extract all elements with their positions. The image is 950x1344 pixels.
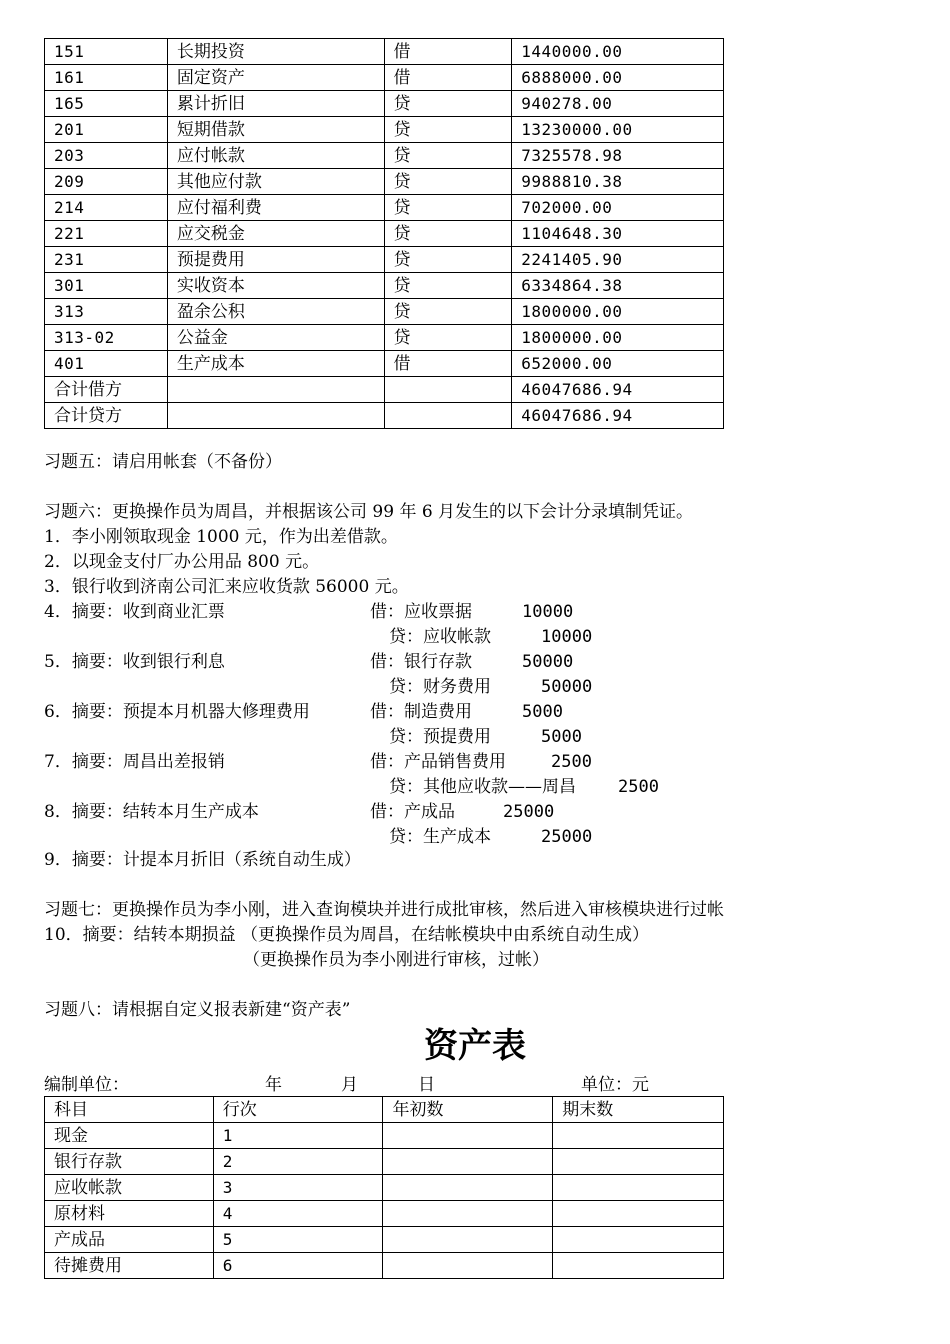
- account-name-cell: 其他应付款: [167, 169, 384, 195]
- header-cell: 年初数: [383, 1097, 553, 1123]
- closing-balance-cell: [553, 1149, 724, 1175]
- closing-balance-cell: [553, 1253, 724, 1279]
- entry-credit-account: 贷：预提费用: [389, 727, 491, 747]
- balance-cell: 1104648.30: [512, 221, 724, 247]
- opening-balance-cell: [383, 1227, 553, 1253]
- header-cell: 科目: [45, 1097, 214, 1123]
- exercise-7-item-10: 10．摘要：结转本期损益 （更换操作员为周昌，在结帐模块中由系统自动生成）: [44, 925, 650, 945]
- account-code-cell: 合计贷方: [45, 403, 168, 429]
- entry-debit-account: 借：应收票据: [370, 602, 472, 622]
- direction-cell: 贷: [384, 91, 512, 117]
- direction-cell: [384, 377, 512, 403]
- table-row: [45, 299, 724, 325]
- entry-debit-account: 借：产品销售费用: [370, 752, 506, 772]
- balance-cell: 46047686.94: [512, 377, 724, 403]
- account-name-cell: 生产成本: [167, 351, 384, 377]
- entry-debit-amount: 25000: [503, 802, 555, 822]
- account-name-cell: 累计折旧: [167, 91, 384, 117]
- opening-balance-cell: [383, 1123, 553, 1149]
- account-name-cell: 短期借款: [167, 117, 384, 143]
- exercise-6-heading: 习题六：更换操作员为周昌，并根据该公司 99 年 6 月发生的以下会计分录填制凭证。: [44, 502, 694, 522]
- account-code-cell: 301: [45, 273, 168, 299]
- balance-cell: 652000.00: [512, 351, 724, 377]
- header-cell: 期末数: [553, 1097, 724, 1123]
- opening-balance-cell: [383, 1175, 553, 1201]
- account-code-cell: 313-02: [45, 325, 168, 351]
- table-row: [45, 195, 724, 221]
- account-code-cell: 201: [45, 117, 168, 143]
- line-no-cell: 2: [213, 1149, 383, 1175]
- entry-debit-amount: 50000: [522, 652, 574, 672]
- closing-balance-cell: [553, 1175, 724, 1201]
- direction-cell: 贷: [384, 299, 512, 325]
- item-cell: 原材料: [45, 1201, 214, 1227]
- unit-label: 编制单位：: [44, 1075, 129, 1095]
- entry-debit-account: 借：制造费用: [370, 702, 472, 722]
- line-no-cell: 4: [213, 1201, 383, 1227]
- balance-cell: 46047686.94: [512, 403, 724, 429]
- entry-debit-account: 借：产成品: [370, 802, 455, 822]
- line-no-cell: 6: [213, 1253, 383, 1279]
- opening-balance-cell: [383, 1201, 553, 1227]
- table-row: [45, 1175, 724, 1201]
- year-label: 年: [265, 1075, 282, 1095]
- balance-cell: 940278.00: [512, 91, 724, 117]
- entry-summary: 6．摘要：预提本月机器大修理费用: [44, 702, 310, 722]
- balance-cell: 2241405.90: [512, 247, 724, 273]
- account-name-cell: 应付福利费: [167, 195, 384, 221]
- account-code-cell: 209: [45, 169, 168, 195]
- table-row: [45, 169, 724, 195]
- table-row: [45, 351, 724, 377]
- balance-cell: 9988810.38: [512, 169, 724, 195]
- table-row: [45, 117, 724, 143]
- account-name-cell: 应交税金: [167, 221, 384, 247]
- entry-credit-amount: 25000: [541, 827, 593, 847]
- table-row: [45, 325, 724, 351]
- item-cell: 现金: [45, 1123, 214, 1149]
- direction-cell: 贷: [384, 221, 512, 247]
- exercise-5: 习题五：请启用帐套（不备份）: [44, 452, 282, 472]
- account-code-cell: 401: [45, 351, 168, 377]
- balance-sheet-header-row: [45, 1097, 724, 1123]
- item-cell: 产成品: [45, 1227, 214, 1253]
- direction-cell: 借: [384, 351, 512, 377]
- entry-summary: 7．摘要：周昌出差报销: [44, 752, 225, 772]
- item-cell: 银行存款: [45, 1149, 214, 1175]
- opening-balance-cell: [383, 1253, 553, 1279]
- entry-credit-amount: 50000: [541, 677, 593, 697]
- table-row: [45, 247, 724, 273]
- account-name-cell: 长期投资: [167, 39, 384, 65]
- closing-balance-cell: [553, 1201, 724, 1227]
- item-cell: 待摊费用: [45, 1253, 214, 1279]
- direction-cell: 贷: [384, 195, 512, 221]
- entry-credit-amount: 2500: [618, 777, 659, 797]
- account-name-cell: 应付帐款: [167, 143, 384, 169]
- balance-cell: 1800000.00: [512, 325, 724, 351]
- direction-cell: 贷: [384, 325, 512, 351]
- exercise-6-item-3: 3．银行收到济南公司汇来应收货款 56000 元。: [44, 577, 409, 597]
- accounts-table: [44, 38, 724, 429]
- balance-cell: 13230000.00: [512, 117, 724, 143]
- account-name-cell: 预提费用: [167, 247, 384, 273]
- account-code-cell: 221: [45, 221, 168, 247]
- line-no-cell: 3: [213, 1175, 383, 1201]
- account-code-cell: 313: [45, 299, 168, 325]
- balance-cell: 6888000.00: [512, 65, 724, 91]
- direction-cell: 贷: [384, 143, 512, 169]
- balance-cell: 7325578.98: [512, 143, 724, 169]
- direction-cell: 贷: [384, 273, 512, 299]
- opening-balance-cell: [383, 1149, 553, 1175]
- table-row: [45, 1227, 724, 1253]
- exercise-7-heading: 习题七：更换操作员为李小刚，进入查询模块并进行成批审核，然后进入审核模块进行过帐: [44, 900, 724, 920]
- entry-debit-account: 借：银行存款: [370, 652, 472, 672]
- balance-sheet-table: [44, 1096, 724, 1279]
- entry-credit-account: 贷：生产成本: [389, 827, 491, 847]
- entry-debit-amount: 10000: [522, 602, 574, 622]
- account-code-cell: 214: [45, 195, 168, 221]
- day-label: 日: [418, 1075, 435, 1095]
- entry-credit-amount: 5000: [541, 727, 582, 747]
- direction-cell: 贷: [384, 169, 512, 195]
- entry-summary: 8．摘要：结转本月生产成本: [44, 802, 259, 822]
- direction-cell: 借: [384, 65, 512, 91]
- table-row: [45, 1149, 724, 1175]
- currency-label: 单位：元: [581, 1075, 649, 1095]
- balance-cell: 6334864.38: [512, 273, 724, 299]
- entry-summary: 5．摘要：收到银行利息: [44, 652, 225, 672]
- table-row: [45, 39, 724, 65]
- direction-cell: 借: [384, 39, 512, 65]
- account-code-cell: 203: [45, 143, 168, 169]
- table-row: [45, 1253, 724, 1279]
- line-no-cell: 1: [213, 1123, 383, 1149]
- exercise-7-item-10-note: （更换操作员为李小刚进行审核，过帐）: [243, 950, 549, 970]
- entry-credit-account: 贷：财务费用: [389, 677, 491, 697]
- account-code-cell: 165: [45, 91, 168, 117]
- balance-sheet-title: 资产表: [424, 1026, 526, 1066]
- table-row: [45, 1123, 724, 1149]
- account-name-cell: [167, 403, 384, 429]
- exercise-8: 习题八：请根据自定义报表新建“资产表”: [44, 1000, 351, 1020]
- header-cell: 行次: [213, 1097, 383, 1123]
- entry-debit-amount: 2500: [551, 752, 592, 772]
- table-row: [45, 143, 724, 169]
- line-no-cell: 5: [213, 1227, 383, 1253]
- account-name-cell: 盈余公积: [167, 299, 384, 325]
- entry-credit-account: 贷：其他应收款——周昌: [389, 777, 576, 797]
- account-code-cell: 161: [45, 65, 168, 91]
- account-name-cell: [167, 377, 384, 403]
- table-row: [45, 1201, 724, 1227]
- account-name-cell: 公益金: [167, 325, 384, 351]
- exercise-6-item-2: 2．以现金支付厂办公用品 800 元。: [44, 552, 320, 572]
- account-name-cell: 固定资产: [167, 65, 384, 91]
- closing-balance-cell: [553, 1123, 724, 1149]
- account-code-cell: 231: [45, 247, 168, 273]
- balance-cell: 1440000.00: [512, 39, 724, 65]
- entry-credit-amount: 10000: [541, 627, 593, 647]
- account-code-cell: 151: [45, 39, 168, 65]
- balance-cell: 1800000.00: [512, 299, 724, 325]
- table-row: [45, 65, 724, 91]
- direction-cell: 贷: [384, 117, 512, 143]
- table-row: [45, 221, 724, 247]
- entry-summary: 4．摘要：收到商业汇票: [44, 602, 225, 622]
- exercise-6-item-1: 1．李小刚领取现金 1000 元，作为出差借款。: [44, 527, 398, 547]
- balance-cell: 702000.00: [512, 195, 724, 221]
- account-code-cell: 合计借方: [45, 377, 168, 403]
- table-row: [45, 403, 724, 429]
- entry-credit-account: 贷：应收帐款: [389, 627, 491, 647]
- month-label: 月: [341, 1075, 358, 1095]
- direction-cell: 贷: [384, 247, 512, 273]
- table-row: [45, 377, 724, 403]
- table-row: [45, 91, 724, 117]
- closing-balance-cell: [553, 1227, 724, 1253]
- entry-debit-amount: 5000: [522, 702, 563, 722]
- table-row: [45, 273, 724, 299]
- account-name-cell: 实收资本: [167, 273, 384, 299]
- exercise-6-item-9: 9．摘要：计提本月折旧（系统自动生成）: [44, 850, 361, 870]
- item-cell: 应收帐款: [45, 1175, 214, 1201]
- direction-cell: [384, 403, 512, 429]
